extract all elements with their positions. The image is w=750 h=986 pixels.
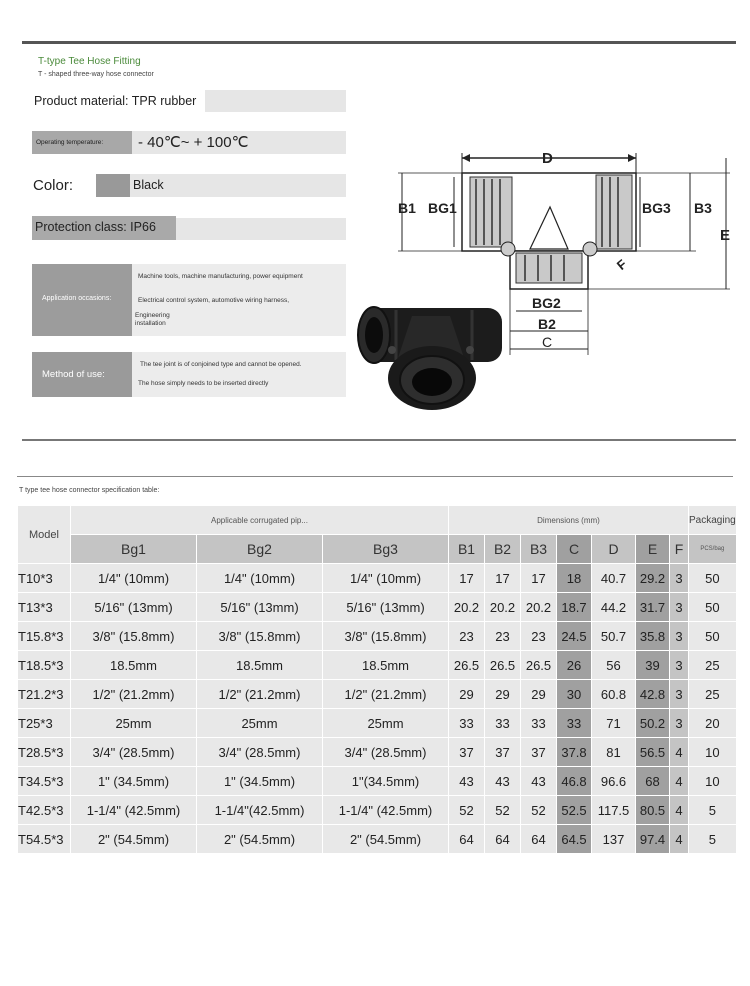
table-row: [18, 738, 737, 767]
cell-b1: 26.5: [449, 651, 485, 680]
packaging-subheader: PCS/bag: [689, 535, 737, 564]
table-row: [18, 680, 737, 709]
cell-c: 64.5: [557, 825, 592, 854]
col-b3: B3: [521, 535, 557, 564]
cell-d: 71: [592, 709, 636, 738]
cell-bg2: 3/4" (28.5mm): [197, 738, 323, 767]
label-B1: B1: [398, 200, 416, 216]
cell-f: 3: [670, 564, 689, 593]
cell-b3: 52: [521, 796, 557, 825]
cell-d: 40.7: [592, 564, 636, 593]
color-swatch: [96, 174, 130, 197]
cell-pack: 50: [689, 564, 737, 593]
method-line-1: The tee joint is of conjoined type and cannot be opened.: [140, 361, 302, 368]
cell-b3: 17: [521, 564, 557, 593]
cell-e: 42.8: [636, 680, 670, 709]
cell-c: 46.8: [557, 767, 592, 796]
cell-b2: 52: [485, 796, 521, 825]
cell-e: 97.4: [636, 825, 670, 854]
label-C: C: [542, 334, 553, 350]
packaging-header: Packaging: [689, 506, 737, 535]
cell-b1: 43: [449, 767, 485, 796]
cell-b2: 23: [485, 622, 521, 651]
col-bg2: Bg2: [197, 535, 323, 564]
material-spec: Product material: TPR rubber: [34, 94, 197, 108]
cell-b1: 23: [449, 622, 485, 651]
product-title: T-type Tee Hose Fitting: [38, 56, 141, 67]
cell-b2: 37: [485, 738, 521, 767]
table-row: [18, 767, 737, 796]
cell-bg3: 3/4" (28.5mm): [323, 738, 449, 767]
cell-pack: 5: [689, 825, 737, 854]
cell-bg2: 1-1/4"(42.5mm): [197, 796, 323, 825]
application-label: Application occasions:: [42, 295, 112, 302]
cell-c: 52.5: [557, 796, 592, 825]
table-row: [18, 622, 737, 651]
cell-d: 81: [592, 738, 636, 767]
cell-model: T54.5*3: [18, 825, 71, 854]
cell-bg2: 1/4" (10mm): [197, 564, 323, 593]
cell-d: 56: [592, 651, 636, 680]
cell-c: 18.7: [557, 593, 592, 622]
dimensions-header: Dimensions (mm): [449, 506, 689, 535]
cell-e: 31.7: [636, 593, 670, 622]
cell-bg3: 2" (54.5mm): [323, 825, 449, 854]
cell-b3: 26.5: [521, 651, 557, 680]
cell-e: 56.5: [636, 738, 670, 767]
cell-model: T34.5*3: [18, 767, 71, 796]
cell-b1: 33: [449, 709, 485, 738]
cell-pack: 25: [689, 680, 737, 709]
label-B3: B3: [694, 200, 712, 216]
model-header: Model: [18, 506, 71, 564]
cell-bg2: 18.5mm: [197, 651, 323, 680]
cell-pack: 20: [689, 709, 737, 738]
cell-bg1: 3/4" (28.5mm): [71, 738, 197, 767]
product-subtitle: T - shaped three-way hose connector: [38, 71, 154, 78]
cell-model: T28.5*3: [18, 738, 71, 767]
label-BG1: BG1: [428, 200, 457, 216]
cell-bg1: 1/2" (21.2mm): [71, 680, 197, 709]
cell-d: 137: [592, 825, 636, 854]
cell-b2: 29: [485, 680, 521, 709]
cell-c: 18: [557, 564, 592, 593]
table-row: [18, 796, 737, 825]
label-BG2: BG2: [532, 295, 561, 311]
application-line-3: Engineering installation: [135, 312, 170, 327]
cell-b3: 64: [521, 825, 557, 854]
color-label: Color:: [33, 177, 74, 194]
cell-c: 26: [557, 651, 592, 680]
cell-f: 3: [670, 709, 689, 738]
spec-table: [17, 505, 737, 854]
cell-pack: 10: [689, 767, 737, 796]
cell-e: 35.8: [636, 622, 670, 651]
cell-b1: 37: [449, 738, 485, 767]
cell-b3: 23: [521, 622, 557, 651]
cell-b2: 33: [485, 709, 521, 738]
cell-b1: 64: [449, 825, 485, 854]
method-panel: [132, 352, 346, 397]
cell-b2: 26.5: [485, 651, 521, 680]
cell-pack: 10: [689, 738, 737, 767]
cell-d: 60.8: [592, 680, 636, 709]
cell-b2: 64: [485, 825, 521, 854]
cell-f: 4: [670, 825, 689, 854]
label-BG3: BG3: [642, 200, 671, 216]
cell-b2: 20.2: [485, 593, 521, 622]
cell-bg2: 3/8" (15.8mm): [197, 622, 323, 651]
label-E: E: [720, 227, 731, 244]
cell-pack: 50: [689, 622, 737, 651]
table-row: [18, 564, 737, 593]
cell-c: 24.5: [557, 622, 592, 651]
protection-bar: [176, 218, 346, 240]
method-line-2: The hose simply needs to be inserted directly: [138, 380, 269, 387]
cell-c: 37.8: [557, 738, 592, 767]
cell-f: 3: [670, 651, 689, 680]
material-bar: [205, 90, 346, 112]
cell-bg1: 18.5mm: [71, 651, 197, 680]
cell-f: 4: [670, 738, 689, 767]
method-label: Method of use:: [42, 369, 105, 380]
cell-bg3: 18.5mm: [323, 651, 449, 680]
cell-b3: 43: [521, 767, 557, 796]
table-row: [18, 825, 737, 854]
cell-b1: 52: [449, 796, 485, 825]
cell-bg1: 2" (54.5mm): [71, 825, 197, 854]
cell-bg3: 1/4" (10mm): [323, 564, 449, 593]
col-bg3: Bg3: [323, 535, 449, 564]
label-B2: B2: [538, 316, 556, 332]
cell-c: 30: [557, 680, 592, 709]
cell-bg2: 5/16" (13mm): [197, 593, 323, 622]
middle-divider: [22, 439, 736, 441]
cell-b2: 43: [485, 767, 521, 796]
temp-label: Operating temperature:: [36, 139, 104, 146]
cell-bg2: 1" (34.5mm): [197, 767, 323, 796]
cell-model: T25*3: [18, 709, 71, 738]
cell-bg2: 2" (54.5mm): [197, 825, 323, 854]
cell-d: 44.2: [592, 593, 636, 622]
cell-bg1: 25mm: [71, 709, 197, 738]
table-row: [18, 651, 737, 680]
cell-pack: 25: [689, 651, 737, 680]
cell-bg3: 5/16" (13mm): [323, 593, 449, 622]
cell-b2: 17: [485, 564, 521, 593]
cell-bg2: 25mm: [197, 709, 323, 738]
cell-e: 39: [636, 651, 670, 680]
col-e: E: [636, 535, 670, 564]
cell-e: 68: [636, 767, 670, 796]
cell-model: T15.8*3: [18, 622, 71, 651]
cell-bg1: 3/8" (15.8mm): [71, 622, 197, 651]
cell-model: T18.5*3: [18, 651, 71, 680]
cell-e: 80.5: [636, 796, 670, 825]
table-row: [18, 709, 737, 738]
table-caption: T type tee hose connector specification table:: [19, 487, 160, 494]
cell-f: 3: [670, 622, 689, 651]
cell-bg3: 25mm: [323, 709, 449, 738]
cell-bg2: 1/2" (21.2mm): [197, 680, 323, 709]
cell-b1: 17: [449, 564, 485, 593]
table-top-border: [17, 476, 733, 477]
cell-model: T21.2*3: [18, 680, 71, 709]
cell-model: T42.5*3: [18, 796, 71, 825]
cell-bg1: 1/4" (10mm): [71, 564, 197, 593]
cell-model: T10*3: [18, 564, 71, 593]
cell-bg3: 1"(34.5mm): [323, 767, 449, 796]
cell-f: 3: [670, 680, 689, 709]
cell-d: 50.7: [592, 622, 636, 651]
cell-b3: 33: [521, 709, 557, 738]
cell-bg1: 5/16" (13mm): [71, 593, 197, 622]
cell-b1: 29: [449, 680, 485, 709]
cell-bg1: 1" (34.5mm): [71, 767, 197, 796]
cell-bg3: 1-1/4" (42.5mm): [323, 796, 449, 825]
cell-e: 29.2: [636, 564, 670, 593]
cell-bg3: 3/8" (15.8mm): [323, 622, 449, 651]
pipe-header: Applicable corrugated pip...: [71, 506, 449, 535]
application-line-1: Machine tools, machine manufacturing, power equipment: [138, 273, 303, 280]
cell-b3: 29: [521, 680, 557, 709]
col-c: C: [557, 535, 592, 564]
cell-model: T13*3: [18, 593, 71, 622]
cell-b1: 20.2: [449, 593, 485, 622]
cell-bg3: 1/2" (21.2mm): [323, 680, 449, 709]
col-f: F: [670, 535, 689, 564]
col-bg1: Bg1: [71, 535, 197, 564]
cell-b3: 37: [521, 738, 557, 767]
cell-pack: 50: [689, 593, 737, 622]
cell-d: 117.5: [592, 796, 636, 825]
temp-value: - 40℃~ + 100℃: [138, 134, 249, 151]
col-b2: B2: [485, 535, 521, 564]
col-d: D: [592, 535, 636, 564]
color-value: Black: [133, 178, 164, 192]
cell-f: 4: [670, 767, 689, 796]
cell-f: 3: [670, 593, 689, 622]
cell-f: 4: [670, 796, 689, 825]
label-F: F: [613, 256, 630, 273]
spec-table-body: [18, 564, 737, 854]
cell-c: 33: [557, 709, 592, 738]
label-D: D: [542, 150, 553, 167]
table-row: [18, 593, 737, 622]
cell-bg1: 1-1/4" (42.5mm): [71, 796, 197, 825]
protection-spec: Protection class: IP66: [35, 220, 156, 234]
application-line-2: Electrical control system, automotive wiring harness,: [138, 297, 290, 304]
col-b1: B1: [449, 535, 485, 564]
cell-pack: 5: [689, 796, 737, 825]
cell-e: 50.2: [636, 709, 670, 738]
cell-d: 96.6: [592, 767, 636, 796]
product-photo: [352, 300, 504, 412]
top-divider: [22, 41, 736, 44]
cell-b3: 20.2: [521, 593, 557, 622]
